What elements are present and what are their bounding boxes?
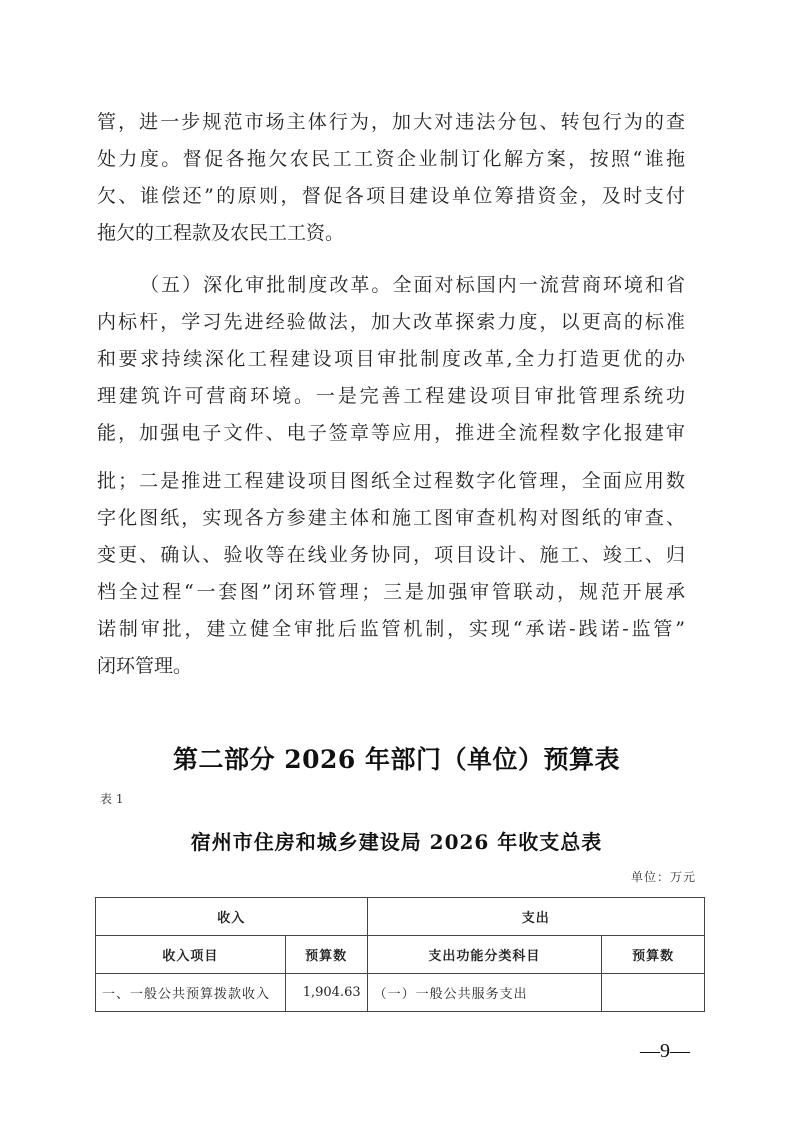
text-line: 拖欠的工程款及农民工工资。 [97, 222, 345, 244]
text-line: 欠、谁偿还”的原则，督促各项目建设单位筹措资金，及时支付 [97, 185, 685, 207]
expense-item-cell: （一）一般公共服务支出 [367, 974, 602, 1012]
column-header-row [96, 936, 705, 974]
income-budget-cell: 1,904.63 [285, 974, 367, 1012]
part-title: 第二部分 2026 年部门（单位）预算表 [173, 745, 620, 774]
text-line: 管，进一步规范市场主体行为，加大对违法分包、转包行为的查 [97, 111, 685, 133]
group-header-row [96, 898, 705, 936]
text-line: 批；二是推进工程建设项目图纸全过程数字化管理，全面应用数 [97, 470, 685, 492]
unit-label: 单位：万元 [630, 870, 696, 884]
expense-budget-cell [602, 974, 705, 1012]
income-group-header: 收入 [96, 898, 368, 936]
expense-group-header: 支出 [367, 898, 704, 936]
text-line: 能，加强电子文件、电子签章等应用，推进全流程数字化报建审 [97, 422, 685, 444]
budget-table [95, 897, 705, 1012]
text-line: 字化图纸，实现各方参建主体和施工图审查机构对图纸的审查、 [97, 507, 685, 529]
expense-item-header: 支出功能分类科目 [367, 936, 602, 974]
table-number: 表 1 [100, 792, 124, 806]
text-line: 内标杆，学习先进经验做法，加大改革探索力度，以更高的标准 [97, 311, 685, 333]
text-line: 档全过程“一套图”闭环管理；三是加强审管联动，规范开展承 [97, 581, 685, 603]
table-row [96, 974, 705, 1012]
text-line: 闭环管理。 [97, 655, 193, 677]
text-line: 诺制审批，建立健全审批后监管机制，实现“承诺-践诺-监管” [97, 618, 685, 640]
expense-budget-header: 预算数 [602, 936, 705, 974]
income-item-header: 收入项目 [96, 936, 286, 974]
text-line: 理建筑许可营商环境。一是完善工程建设项目审批管理系统功 [97, 385, 685, 407]
text-line: （五）深化审批制度改革。全面对标国内一流营商环境和省 [140, 274, 685, 296]
page-number: —9— [640, 1040, 690, 1062]
income-item-cell: 一、一般公共预算拨款收入 [96, 974, 286, 1012]
income-budget-header: 预算数 [285, 936, 367, 974]
text-line: 变更、确认、验收等在线业务协同，项目设计、施工、竣工、归 [97, 544, 685, 566]
text-line: 处力度。督促各拖欠农民工工资企业制订化解方案，按照“谁拖 [97, 148, 685, 170]
table-title: 宿州市住房和城乡建设局 2026 年收支总表 [190, 830, 603, 854]
text-line: 和要求持续深化工程建设项目审批制度改革,全力打造更优的办 [97, 348, 685, 370]
